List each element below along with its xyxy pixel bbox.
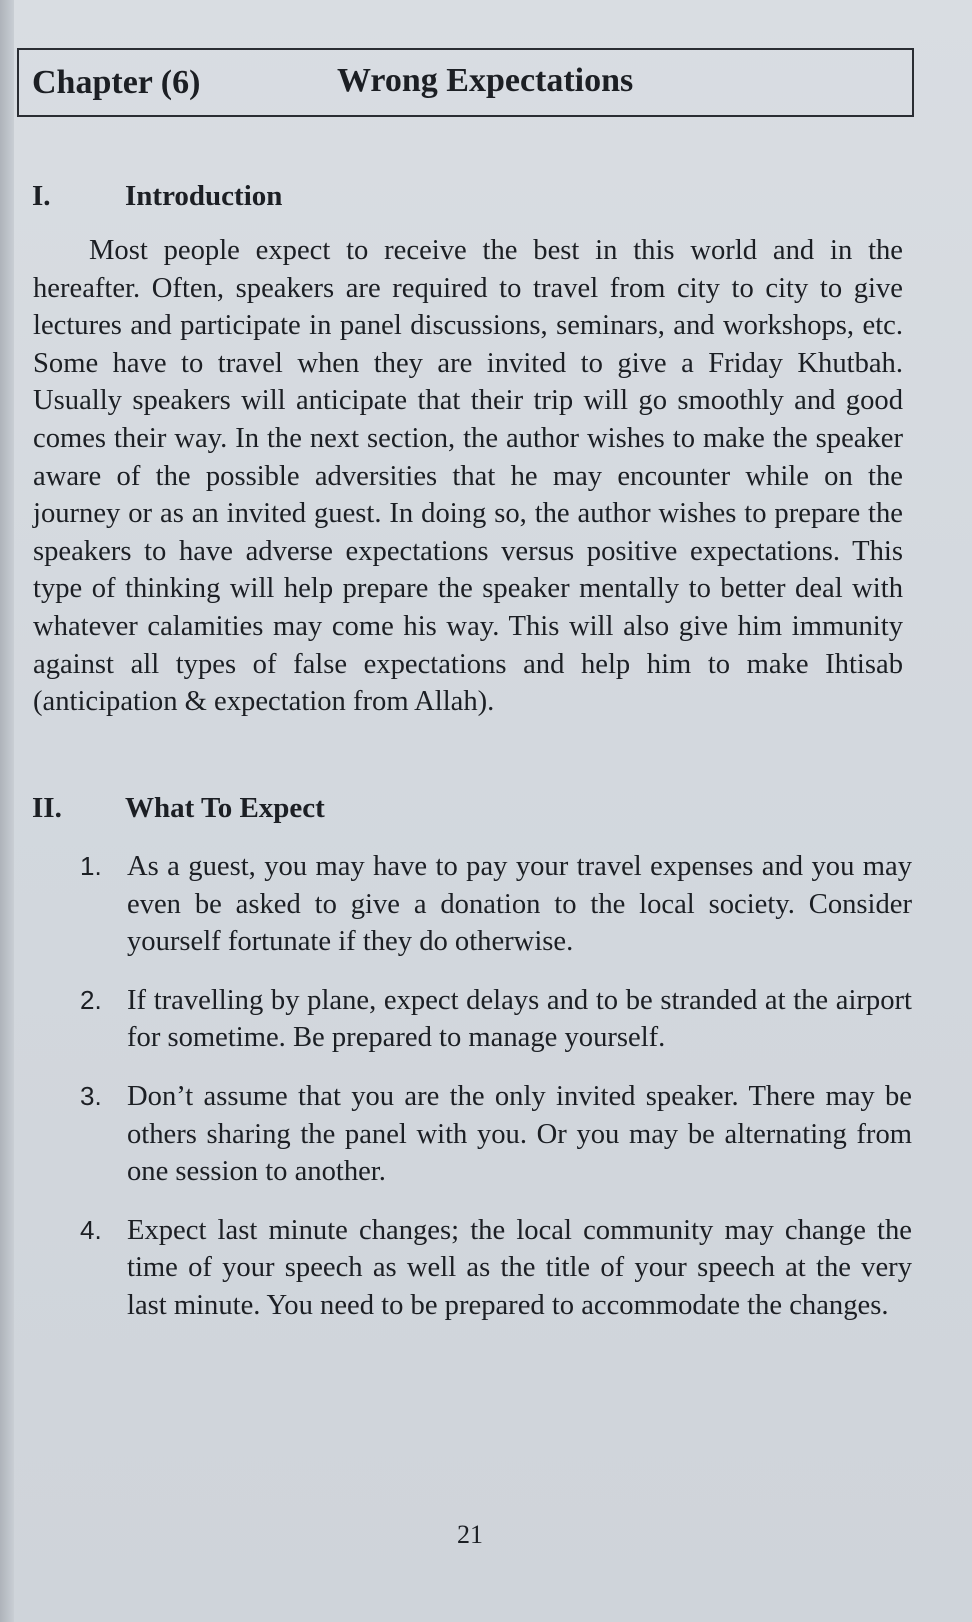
list-item-text: As a guest, you may have to pay your travel expenses and you may even be asked to give a donation to the local society. Consider yourself fortunate if they do otherwise. bbox=[127, 851, 912, 958]
list-item-text: Expect last minute changes; the local community may change the time of your speech as well as the title of your speech at the very last minute. You need to be prepared to accommodate the changes. bbox=[127, 1214, 912, 1321]
list-item bbox=[80, 982, 912, 1057]
introduction-paragraph: Most people expect to receive the best in this world and in the hereafter. Often, speakers are required to travel from city to city to give lectures and participate in panel discussions, seminars, and workshops, etc. Some have to travel when they are invited to give a Friday Khutbah. Usually speakers will anticipate that their trip will go smoothly and good comes their way. In the next section, the author wishes to make the speaker aware of the possible adversities that he may encounter while on the journey or as an invited guest. In doing so, the author wishes to prepare the speakers to have adverse expectations versus positive expectations. This type of thinking will help prepare the speaker mentally to better deal with whatever calamities may come his way. This will also give him immunity against all types of false expectations and help him to make Ihtisab (anticipation & expectation from Allah). bbox=[33, 235, 903, 718]
expectations-list bbox=[80, 848, 912, 1346]
section-number: II. bbox=[32, 792, 62, 824]
section-number: I. bbox=[32, 180, 51, 212]
section-heading-what-to-expect bbox=[32, 792, 325, 825]
page-binding-edge bbox=[0, 0, 14, 1622]
list-item-text: Don’t assume that you are the only invited speaker. There may be others sharing the panel with you. Or you may be alternating from one session to another. bbox=[127, 1080, 912, 1188]
list-item-text: If travelling by plane, expect delays and to be stranded at the airport for sometime. Be prepared to manage yourself. bbox=[127, 984, 912, 1054]
list-marker: 3. bbox=[80, 1080, 102, 1111]
list-item bbox=[80, 1078, 912, 1191]
chapter-label: Chapter (6) bbox=[32, 64, 201, 101]
list-marker: 2. bbox=[80, 984, 102, 1015]
list-marker: 1. bbox=[80, 851, 102, 881]
page-number: 21 bbox=[457, 1520, 483, 1549]
section-heading-introduction bbox=[32, 180, 282, 213]
list-item bbox=[80, 848, 912, 961]
chapter-header-box bbox=[17, 48, 914, 117]
section-title: What To Expect bbox=[125, 792, 325, 824]
section-title: Introduction bbox=[125, 180, 283, 212]
list-marker: 4. bbox=[80, 1214, 102, 1245]
list-item bbox=[80, 1212, 912, 1325]
chapter-title: Wrong Expectations bbox=[337, 62, 634, 99]
